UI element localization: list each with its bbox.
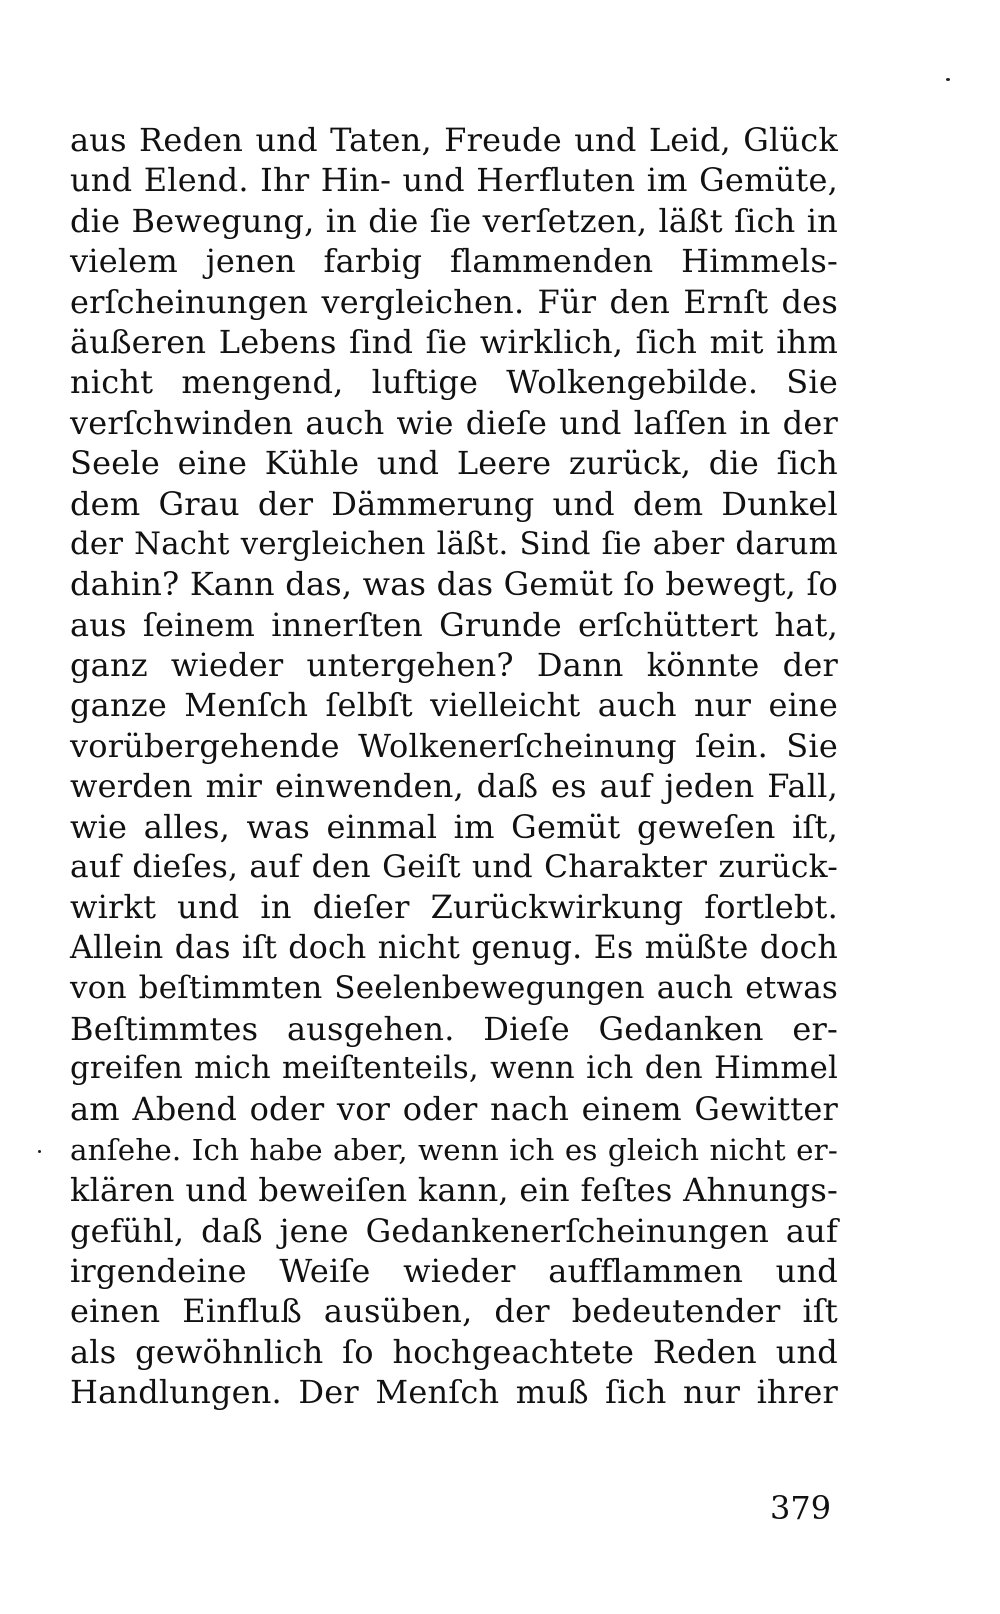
text-line-8: verſchwinden auch wie dieſe und laſſen in der [70,403,838,442]
text-line-24: greifen mich meiſtenteils, wenn ich den Himmel [70,1050,838,1086]
text-line-21: Allein das iſt doch nicht genug. Es müßte doch [70,929,838,966]
text-line-28: gefühl, daß jene Gedankenerſcheinungen auf [70,1211,838,1250]
text-line-4: vielem jenen farbig flammenden Himmels- [70,242,838,281]
text-line-20: wirkt und in dieſer Zurückwirkung fortlebt. [70,888,838,927]
body-text [70,120,838,1413]
text-line-9: Seele eine Kühle und Leere zurück, die ſich [70,444,838,483]
text-line-30: einen Einfluß ausüben, der bedeutender iſt [70,1292,838,1331]
text-line-5: erſcheinungen vergleichen. Für den Ernſt des [70,282,838,321]
text-line-3: die Bewegung, in die ſie verſetzen, läßt ſich in [70,201,838,240]
text-line-16: vorübergehende Wolkenerſcheinung ſein. Sie [70,726,838,765]
text-line-17: werden mir einwenden, daß es auf jeden Fall, [70,767,838,806]
text-line-1: aus Reden und Taten, Freude und Leid, Glück [70,121,838,159]
text-line-18: wie alles, was einmal im Gemüt geweſen iſt, [70,807,838,846]
text-line-25: am Abend oder vor oder nach einem Gewitter [70,1090,838,1129]
text-line-27: klären und beweiſen kann, ein feſtes Ahnungs- [70,1171,838,1210]
text-line-22: von beſtimmten Seelenbewegungen auch etwas [70,970,838,1007]
text-line-31: als gewöhnlich ſo hochgeachtete Reden und [70,1332,838,1371]
text-line-11: der Nacht vergleichen läßt. Sind ſie aber darum [70,525,838,562]
text-line-10: dem Grau der Dämmerung und dem Dunkel [70,484,838,523]
text-line-19: auf dieſes, auf den Geiſt und Charakter zurück- [70,849,838,886]
text-line-12: dahin? Kann das, was das Gemüt ſo bewegt, ſo [70,565,838,604]
text-line-14: ganz wieder untergehen? Dann könnte der [70,646,838,685]
text-line-26: anſehe. Ich habe aber, wenn ich es gleich nicht er- [70,1132,838,1167]
page-number: 379 [770,1489,832,1527]
text-line-2: und Elend. Ihr Hin- und Herfluten im Gemüte, [70,161,838,200]
text-line-13: aus ſeinem innerſten Grunde erſchüttert hat, [70,605,838,644]
text-line-23: Beſtimmtes ausgehen. Dieſe Gedanken er- [70,1009,838,1048]
scan-speck [946,78,950,81]
text-line-32: Handlungen. Der Menſch muß ſich nur ihrer [70,1373,838,1412]
scan-speck [38,1150,41,1153]
text-line-7: nicht mengend, luftige Wolkengebilde. Sie [70,363,838,402]
text-line-29: irgendeine Weiſe wieder aufflammen und [70,1251,838,1290]
text-line-15: ganze Menſch ſelbſt vielleicht auch nur eine [70,686,838,725]
text-line-6: äußeren Lebens ſind ſie wirklich, ſich mit ihm [70,322,838,361]
